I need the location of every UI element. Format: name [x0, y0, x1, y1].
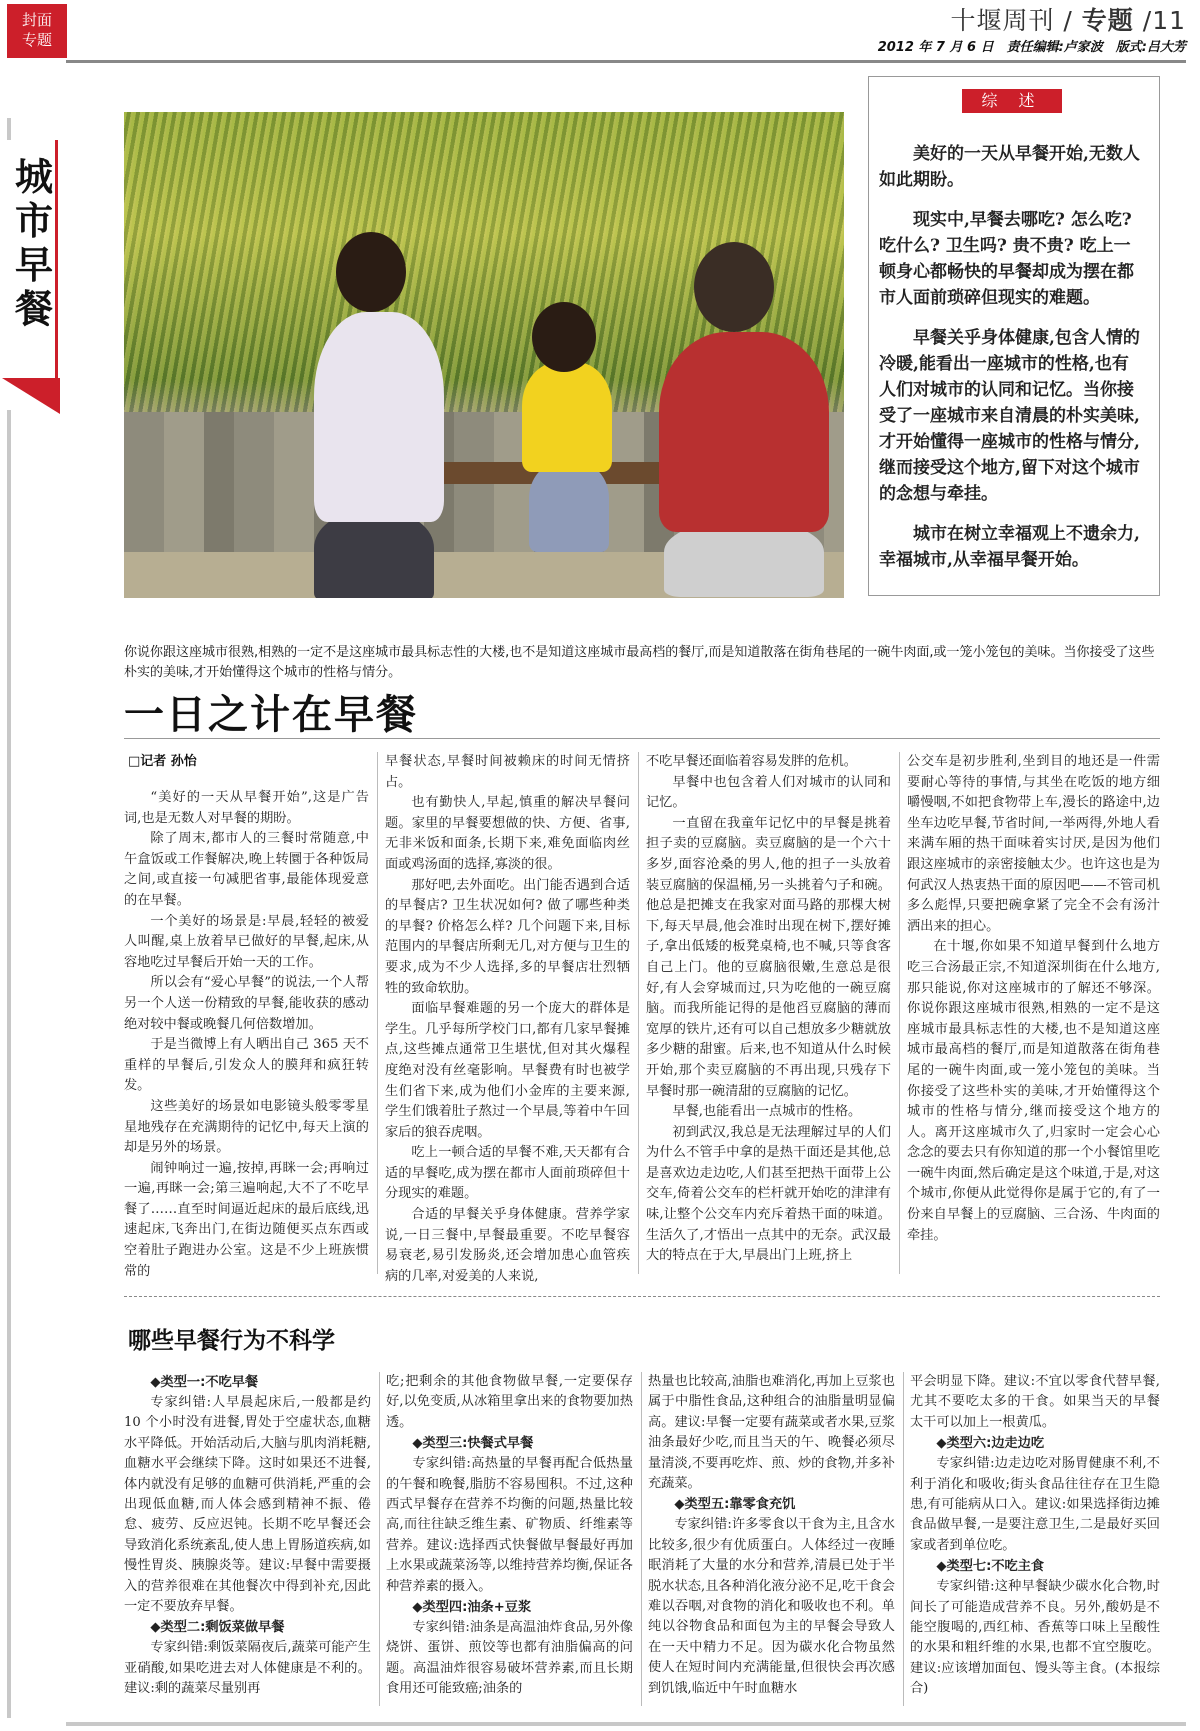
article-paragraph: 面临早餐难题的另一个庞大的群体是学生。几乎每所学校门口,都有几家早餐摊点,这些摊点通常卫生堪忧,但对其火爆程度绝对没有丝毫影响。早餐费有时也被学生们省下来,成为他们小金库的主要来源,学生们饿着肚子熬过一个早晨,等着中午回家后的狼吞虎咽。 — [385, 1001, 630, 1140]
tip-heading: ◆类型五:靠零食充饥 — [674, 1497, 796, 1513]
article-column-3 — [646, 752, 891, 1267]
tips-column-4 — [910, 1372, 1160, 1700]
photo-child-head — [532, 302, 596, 372]
sub-headline: 哪些早餐行为不科学 — [128, 1328, 335, 1354]
column-divider — [903, 1372, 904, 1706]
tip-paragraph: 平会明显下降。建议:不宜以零食代替早餐,尤其不要吃太多的干食。如果当天的早餐太干可以加上一根黄瓜。 — [910, 1374, 1160, 1430]
column-divider — [377, 752, 378, 1274]
masthead — [878, 6, 1186, 58]
article-paragraph: 吃上一顿合适的早餐不难,天天都有合适的早餐吃,成为摆在都市人面前琐碎但十分现实的难题。 — [385, 1145, 630, 1202]
article-column-4 — [907, 752, 1160, 1246]
summary-paragraph: 现实中,早餐去哪吃? 怎么吃? 吃什么? 卫生吗? 贵不贵? 吃上一顿身心都畅快的早餐却成为摆在都市人面前琐碎但现实的难题。 — [879, 210, 1134, 308]
tip-paragraph: 专家纠错:人早晨起床后,一般都是约 10 个小时没有进餐,胃处于空虚状态,血糖水平降低。开始活动后,大脑与肌肉消耗糖,血糖水平会继续下降。这时如果还不进餐,体内就没有足够的血糖可供消耗,严重的会出现低血糖,而人体会感到精神不振、倦怠、疲劳、反应迟钝。长期不吃早餐还会导致消化系统紊乱,使人患上胃肠道疾病,如慢性胃炎、胰腺炎等。建议:早餐中需要摄入的营养很难在其他餐次中得到补充,因此一定不要放弃早餐。 — [124, 1395, 371, 1615]
summary-paragraph: 美好的一天从早餐开始,无数人如此期盼。 — [879, 144, 1140, 190]
article-paragraph: 初到武汉,我总是无法理解过早的人们为什么不管手中拿的是热干面还是其他,总是喜欢边走边吃,人们甚至把热干面带上公交车,倚着公交车的栏杆就开始吃的津津有味,让整个公交车内充斥着热干面的味道。生活久了,才悟出一点其中的无奈。武汉最大的特点在于大,早晨出门上班,挤上 — [646, 1124, 891, 1264]
section-divider — [124, 1296, 1160, 1297]
tip-paragraph: 专家纠错:高热量的早餐再配合低热量的午餐和晚餐,脂肪不容易囤积。不过,这种西式早餐存在营养不均衡的问题,热量比较高,而往往缺乏维生素、矿物质、纤维素等营养。建议:选择西式快餐做早餐最好再加上水果或蔬菜汤等,以维持营养均衡,保证各种营养素的摄入。 — [386, 1456, 633, 1594]
tips-column-1 — [124, 1372, 371, 1700]
article-paragraph: “美好的一天从早餐开始”,这是广告词,也是无数人对早餐的期盼。 — [124, 790, 369, 826]
section-brand-badge — [7, 4, 67, 58]
headline-rule — [124, 738, 1160, 739]
tip-paragraph: 专家纠错:油条是高温油炸食品,另外像烧饼、蛋饼、煎饺等也都有油脂偏高的问题。高温油炸很容易破坏营养素,而且长期食用还可能致癌;油条的 — [386, 1620, 633, 1697]
tip-paragraph: 专家纠错:这种早餐缺少碳水化合物,时间长了可能造成营养不良。另外,酸奶是不能空腹喝的,西红柿、香蕉等口味上呈酸性的水果和粗纤维的水果,也都不宜空腹吃。建议:应该增加面包、馒头等主食。(本报综合) — [910, 1579, 1160, 1697]
tip-heading: ◆类型七:不吃主食 — [936, 1559, 1045, 1575]
summary-box — [868, 76, 1160, 596]
brand-line-2: 专题 — [21, 31, 52, 49]
tips-column-2 — [386, 1372, 633, 1700]
article-paragraph: 闹钟响过一遍,按掉,再眯一会;再响过一遍,再眯一会;第三遍响起,大不了不吃早餐了……直至时间逼近起床的最后底线,迅速起床,飞奔出门,在街边随便买点东西或空着肚子跑进办公室。这是不少上班族惯常的 — [124, 1160, 369, 1279]
tip-heading: ◆类型一:不吃早餐 — [150, 1375, 259, 1390]
tip-heading: ◆类型三:快餐式早餐 — [412, 1436, 534, 1452]
article-paragraph: 早餐状态,早餐时间被赖床的时间无情挤占。 — [385, 754, 630, 790]
column-divider — [379, 1372, 380, 1706]
photo-child — [522, 362, 612, 472]
photo-grandmother — [659, 332, 829, 532]
photo-mother — [314, 312, 444, 522]
article-paragraph: 公交车是初步胜利,坐到目的地还是一件需要耐心等待的事情,与其坐在吃饭的地方细嚼慢咽,不如把食物带上车,漫长的路途中,边坐车边吃早餐,节省时间,一举两得,外地人看来满车厢的热干面味着实讨厌,是因为他们跟这座城市的亲密接触太少。也许这也是为何武汉人热衷热干面的原因吧——不管司机多么彪悍,只要把碗拿紧了完全不会有汤汁洒出来的担心。 — [907, 754, 1160, 934]
article-body — [124, 752, 1160, 1284]
side-tab-arrow — [2, 378, 60, 414]
article-paragraph: 不吃早餐还面临着容易发胖的危机。 — [646, 754, 857, 769]
publication-name: 十堰周刊 — [950, 6, 1055, 35]
tip-paragraph: 专家纠错:剩饭菜隔夜后,蔬菜可能产生亚硝酸,如果吃进去对人体健康是不利的。建议:剩的蔬菜尽量别再 — [124, 1640, 371, 1697]
column-divider — [899, 752, 900, 1274]
article-paragraph: 合适的早餐关乎身体健康。营养学家说,一日三餐中,早餐最重要。不吃早餐容易衰老,易引发肠炎,还会增加患心血管疾病的几率,对爱美的人来说, — [385, 1207, 630, 1284]
column-divider — [638, 752, 639, 1274]
section-name: 专题 — [1081, 6, 1134, 35]
tip-heading: ◆类型四:油条+豆浆 — [412, 1600, 532, 1616]
brand-line-1: 封面 — [21, 11, 52, 29]
summary-paragraph: 城市在树立幸福观上不遗余力,幸福城市,从幸福早餐开始。 — [879, 524, 1140, 570]
photo-mother-legs — [314, 512, 434, 598]
page-number: /11 — [1142, 6, 1186, 35]
byline: □记者 孙怡 — [128, 754, 197, 769]
bottom-rule — [66, 1722, 1186, 1726]
photo-mother-head — [336, 232, 406, 312]
article-paragraph: 在十堰,你如果不知道早餐到什么地方吃三合汤最正宗,不知道深圳街在什么地方,那只能说,你对这座城市的了解还不够深。你说你跟这座城市很熟,相熟的一定不是这座城市最具标志性的大楼,也不是知道这座城市最高档的餐厅,而是知道散落在街角巷尾的一碗牛肉面,或一笼小笼包的美味。当你接受了这些朴实的美味,才开始懂得这个城市的性格与情分,继而接受这个地方的人。离开这座城市久了,归家时一定会心心念念的要去只有你知道的那一个小餐馆里吃一碗牛肉面,然后确定是这个味道,于是,对这个城市,你便从此觉得你是属于它的,有了一份来自早餐上的豆腐脑、三合汤、牛肉面的牵挂。 — [907, 939, 1160, 1243]
tip-paragraph: 热量也比较高,油脂也难消化,再加上豆浆也属于中脂性食品,这种组合的油脂量明显偏高。建议:早餐一定要有蔬菜或者水果,豆浆油条最好少吃,而且当天的午、晚餐必须尽量清淡,不要再吃炸、煎、炒的食物,并多补充蔬菜。 — [648, 1374, 895, 1492]
masthead-separator: / — [1063, 6, 1073, 35]
section-title: 城市早餐 — [14, 154, 53, 331]
article-paragraph: 这些美好的场景如电影镜头般零零星星地残存在充满期待的记忆中,每天上演的却是另外的场景。 — [124, 1098, 369, 1156]
article-paragraph: 早餐,也能看出一点城市的性格。 — [672, 1104, 862, 1120]
article-column-2 — [385, 752, 630, 1287]
article-paragraph: 所以会有“爱心早餐”的说法,一个人帮另一个人送一份精致的早餐,能收获的感动绝对较中餐或晚餐几何倍数增加。 — [124, 975, 369, 1032]
tip-paragraph: 专家纠错:许多零食以干食为主,且含水比较多,很少有优质蛋白。人体经过一夜睡眠消耗了大量的水分和营养,清晨已处于半脱水状态,且各种消化液分泌不足,吃干食会难以吞咽,对食物的消化和吸收也不利。单纯以谷物食品和面包为主的早餐会导致人在一天中精力不足。因为碳水化合物虽然使人在短时间内充满能量,但很快会再次感到饥饿,临近中午时血糖水 — [648, 1517, 895, 1696]
photo-grandmother-legs — [664, 522, 824, 597]
article-paragraph: 早餐中也包含着人们对城市的认同和记忆。 — [646, 774, 891, 811]
summary-tag: 综 述 — [962, 89, 1062, 113]
masthead-info: 2012 年 7 月 6 日 责任编辑:卢家波 版式:吕大芳 — [877, 40, 1186, 55]
tips-column-3 — [648, 1372, 895, 1699]
tip-heading: ◆类型二:剩饭菜做早餐 — [150, 1620, 285, 1636]
tip-paragraph: 专家纠错:边走边吃对肠胃健康不利,不利于消化和吸收;街头食品往往存在卫生隐患,有可能病从口入。建议:如果选择街边摊食品做早餐,一是要注意卫生,二是最好买回家或者到单位吃。 — [910, 1456, 1160, 1553]
tip-heading: ◆类型六:边走边吃 — [936, 1436, 1045, 1452]
photo-grandmother-head — [694, 242, 774, 332]
column-divider — [641, 1372, 642, 1706]
article-paragraph: 也有勤快人,早起,慎重的解决早餐问题。家里的早餐要想做的快、方便、省事,无非米饭和面条,长期下来,难免面临肉丝面或鸡汤面的选择,寡淡的很。 — [385, 795, 630, 872]
tip-paragraph: 吃;把剩余的其他食物做早餐,一定要保存好,以免变质,从冰箱里拿出来的食物要加热透。 — [386, 1374, 633, 1430]
masthead-title — [878, 6, 1186, 36]
photo-child-legs — [529, 462, 609, 552]
headline: 一日之计在早餐 — [124, 691, 418, 738]
top-rule — [66, 60, 1186, 63]
article-paragraph: 那好吧,去外面吃。出门能否遇到合适的早餐店? 卫生状况如何? 做了哪些种类的早餐? 价格怎么样? 几个问题下来,目标范围内的早餐店所剩无几,对方便与卫生的要求,成为不少人选择,多的早餐店壮烈牺牲的致命软肋。 — [385, 877, 630, 996]
lead-paragraph: 你说你跟这座城市很熟,相熟的一定不是这座城市最具标志性的大楼,也不是知道这座城市最高档的餐厅,而是知道散落在街角巷尾的一碗牛肉面,或一笼小笼包的美味。当你接受了这些朴实的美味,才开始懂得这个城市的性格与情分。 — [124, 645, 1155, 680]
breakfast-photo — [124, 112, 844, 598]
article-column-1 — [124, 788, 369, 1282]
article-paragraph: 除了周末,都市人的三餐时常随意,中午盒饭或工作餐解决,晚上转圜于各种饭局之间,或直接一句减肥省事,最能体现爱意的在早餐。 — [124, 831, 369, 908]
article-paragraph: 于是当微博上有人晒出自己 365 天不重样的早餐后,引发众人的膜拜和疯狂转发。 — [124, 1037, 369, 1094]
article-paragraph: 一直留在我童年记忆中的早餐是挑着担子卖的豆腐脑。卖豆腐脑的是一个六十多岁,面容沧桑的男人,他的担子一头放着装豆腐脑的保温桶,另一头挑着勺子和碗。他总是把摊支在我家对面马路的那棵大树下,每天早晨,他会准时出现在树下,摆好摊子,拿出低矮的板凳桌椅,也不喊,只等食客自己上门。他的豆腐脑很嫩,生意总是很好,有人会穿城而过,只为吃他的一碗豆腐脑。而我所能记得的是他舀豆腐脑的薄而宽厚的铁片,还有可以自己想放多少糖就放多少糖的甜蜜。后来,也不知道从什么时候开始,那个卖豆腐脑的不再出现,只残存下早餐时那一碗清甜的豆腐脑的记忆。 — [646, 815, 891, 1099]
article-paragraph: 一个美好的场景是:早晨,轻轻的被爱人叫醒,桌上放着早已做好的早餐,起床,从容地吃过早餐后开始一天的工作。 — [124, 913, 369, 970]
summary-paragraph: 早餐关乎身体健康,包含人情的冷暖,能看出一座城市的性格,也有人们对城市的认同和记忆。当你接受了一座城市来自清晨的朴实美味,才开始懂得一座城市的性格与情分,继而接受这个地方,留下对这个城市的念想与牵挂。 — [879, 328, 1140, 504]
